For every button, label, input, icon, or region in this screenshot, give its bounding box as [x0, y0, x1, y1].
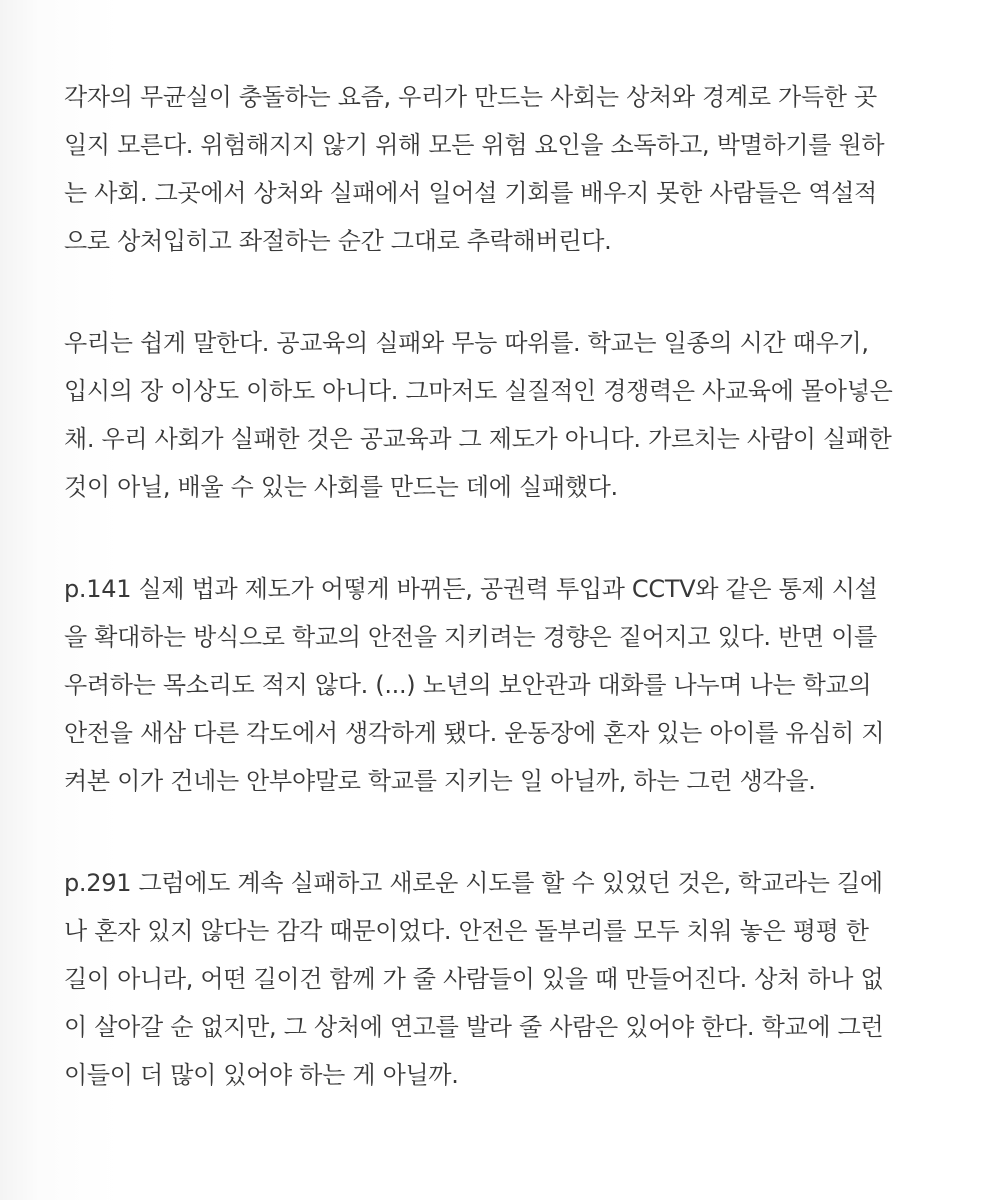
- paragraph-line: 을 확대하는 방식으로 학교의 안전을 지키려는 경향은 짙어지고 있다. 반면 이를: [64, 623, 877, 651]
- paragraph-line: 우려하는 목소리도 적지 않다. (...) 노년의 보안관과 대화를 나누며 나는 학교의: [64, 671, 872, 699]
- paragraph-line: 것이 아닐, 배울 수 있는 사회를 만드는 데에 실패했다.: [64, 473, 618, 501]
- paragraph-line: 안전을 새삼 다른 각도에서 생각하게 됐다. 운동장에 혼자 있는 아이를 유심히 지: [64, 719, 885, 747]
- paragraph-line: 나 혼자 있지 않다는 감각 때문이었다. 안전은 돌부리를 모두 치워 놓은 평평 한: [64, 917, 869, 945]
- paragraph-quote-p291: [64, 859, 984, 1099]
- paragraph-line: 채. 우리 사회가 실패한 것은 공교육과 그 제도가 아니다. 가르치는 사람이 실패한: [64, 425, 892, 453]
- paragraph-line: 입시의 장 이상도 이하도 아니다. 그마저도 실질적인 경쟁력은 사교육에 몰아넣은: [64, 377, 893, 405]
- paragraph-line: 켜본 이가 건네는 안부야말로 학교를 지키는 일 아닐까, 하는 그런 생각을.: [64, 767, 816, 795]
- paragraph-line: 길이 아니라, 어떤 길이건 함께 가 줄 사람들이 있을 때 만들어진다. 상처 하나 없: [64, 965, 884, 993]
- paragraph-line: p.291 그럼에도 계속 실패하고 새로운 시도를 할 수 있었던 것은, 학교라는 길에: [64, 869, 883, 897]
- paragraph-quote-p141: [64, 565, 984, 805]
- paragraph-line: 이들이 더 많이 있어야 하는 게 아닐까.: [64, 1061, 459, 1089]
- paragraph-2: [64, 319, 984, 511]
- paragraph-line: p.141 실제 법과 제도가 어떻게 바뀌든, 공권력 투입과 CCTV와 같은 통제 시설: [64, 575, 878, 603]
- paragraph-line: 일지 모른다. 위험해지지 않기 위해 모든 위험 요인을 소독하고, 박멸하기를 원하: [64, 131, 885, 159]
- paragraph-line: 이 살아갈 순 없지만, 그 상처에 연고를 발라 줄 사람은 있어야 한다. 학교에 그런: [64, 1013, 884, 1041]
- paragraph-line: 으로 상처입히고 좌절하는 순간 그대로 추락해버린다.: [64, 227, 612, 255]
- paragraph-line: 우리는 쉽게 말한다. 공교육의 실패와 무능 따위를. 학교는 일종의 시간 때우기,: [64, 329, 869, 357]
- paragraph-1: [64, 73, 984, 265]
- paragraph-line: 는 사회. 그곳에서 상처와 실패에서 일어설 기회를 배우지 못한 사람들은 역설적: [64, 179, 877, 207]
- paragraph-line: 각자의 무균실이 충돌하는 요즘, 우리가 만드는 사회는 상처와 경계로 가득한 곳: [64, 83, 877, 111]
